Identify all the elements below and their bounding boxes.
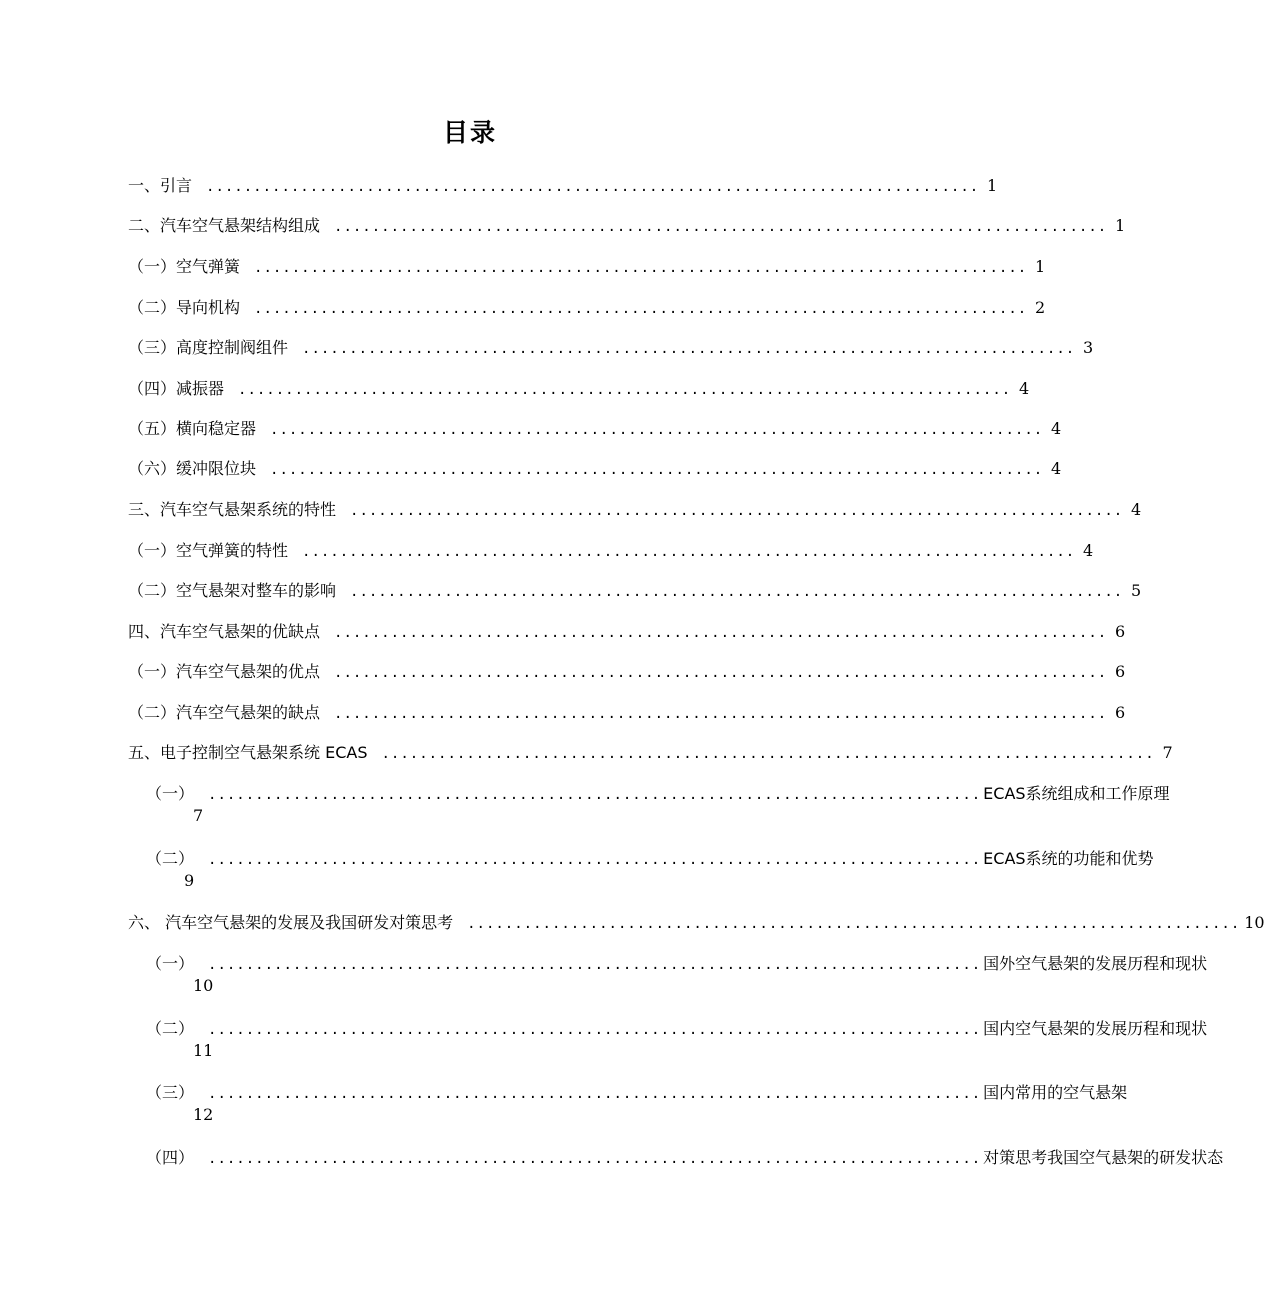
- toc-entry[interactable]: [128, 578, 1142, 604]
- leader-dots: ..................................................................................: [302, 341, 1076, 357]
- toc-entry[interactable]: [128, 497, 1142, 523]
- leader-dots: ..................................................................................: [254, 301, 1028, 317]
- toc-entry[interactable]: [128, 910, 1265, 936]
- toc-entry-label: （四）减振器: [128, 379, 225, 398]
- leader-dots: ..................................................................................: [238, 382, 1012, 398]
- toc-entry-prefix: （一）: [146, 784, 195, 803]
- toc-entry[interactable]: [128, 740, 1173, 766]
- toc-entry-label: （五）横向稳定器: [128, 419, 257, 438]
- toc-entry-label: （二）汽车空气悬架的缺点: [128, 703, 321, 722]
- toc-entry-label: 二、汽车空气悬架结构组成: [128, 216, 321, 235]
- toc-page-number: 1: [1034, 257, 1046, 276]
- toc-page-number: 1: [986, 176, 998, 195]
- toc-page-number: 3: [1082, 338, 1094, 357]
- leader-dots: ..................................................................................: [208, 957, 982, 973]
- toc-entry-label: 国内空气悬架的发展历程和现状: [983, 1019, 1208, 1038]
- leader-dots: ..................................................................................: [334, 625, 1108, 641]
- toc-entry-wrapped[interactable]: [146, 1145, 1224, 1171]
- leader-dots: ..................................................................................: [334, 706, 1108, 722]
- toc-page-number: 4: [1050, 419, 1062, 438]
- leader-dots: ..................................................................................: [350, 503, 1124, 519]
- page-title: 目录: [442, 118, 497, 147]
- toc-entry-label: 三、汽车空气悬架系统的特性: [128, 500, 337, 519]
- toc-entry[interactable]: [128, 619, 1126, 645]
- toc-entry-label: 六、 汽车空气悬架的发展及我国研发对策思考: [128, 913, 454, 932]
- toc-page-number: 4: [1082, 541, 1094, 560]
- toc-entry-label: （三）高度控制阀组件: [128, 338, 289, 357]
- toc-page-number: 1: [1114, 216, 1126, 235]
- leader-dots: ..................................................................................: [208, 1022, 982, 1038]
- toc-entry[interactable]: [128, 538, 1094, 564]
- toc-entry-label: ECAS系统的功能和优势: [983, 849, 1154, 868]
- leader-dots: ..................................................................................: [467, 916, 1241, 932]
- toc-entry[interactable]: [128, 416, 1062, 442]
- toc-entry[interactable]: [128, 254, 1046, 280]
- toc-page-number: 10: [193, 976, 214, 995]
- leader-dots: ..................................................................................: [381, 746, 1155, 762]
- toc-entry-label: （一）汽车空气悬架的优点: [128, 662, 321, 681]
- toc-entry-wrapped[interactable]: [146, 951, 1208, 977]
- toc-page-number: 12: [193, 1105, 214, 1124]
- toc-entry-label: （二）导向机构: [128, 298, 241, 317]
- toc-page-number: 6: [1114, 703, 1126, 722]
- leader-dots: ..................................................................................: [270, 462, 1044, 478]
- toc-entry-label: 国外空气悬架的发展历程和现状: [983, 954, 1208, 973]
- leader-dots: ..................................................................................: [334, 219, 1108, 235]
- toc-entry-label: ECAS系统组成和工作原理: [983, 784, 1170, 803]
- leader-dots: ..................................................................................: [208, 1151, 982, 1167]
- leader-dots: ..................................................................................: [270, 422, 1044, 438]
- toc-entry[interactable]: [128, 295, 1046, 321]
- toc-entry-label: 四、汽车空气悬架的优缺点: [128, 622, 321, 641]
- toc-entry-wrapped[interactable]: [146, 781, 1170, 807]
- toc-entry-label: 国内常用的空气悬架: [983, 1083, 1128, 1102]
- toc-entry[interactable]: [128, 335, 1094, 361]
- toc-entry[interactable]: [128, 700, 1126, 726]
- toc-entry-prefix: （二）: [146, 849, 195, 868]
- leader-dots: ..................................................................................: [208, 852, 982, 868]
- leader-dots: ..................................................................................: [208, 1086, 982, 1102]
- toc-page-number: 11: [193, 1041, 214, 1060]
- toc-entry-label: 五、电子控制空气悬架系统 ECAS: [128, 743, 368, 762]
- toc-entry-label: （一）空气弹簧的特性: [128, 541, 289, 560]
- toc-entry[interactable]: [128, 213, 1126, 239]
- toc-entry-wrapped[interactable]: [146, 846, 1154, 872]
- toc-page-number: 7: [1162, 743, 1173, 762]
- toc-page-number: 6: [1114, 662, 1126, 681]
- toc-entry-label: （二）空气悬架对整车的影响: [128, 581, 337, 600]
- leader-dots: ..................................................................................: [350, 584, 1124, 600]
- toc-page-number: 6: [1114, 622, 1126, 641]
- toc-entry-label: 一、引言: [128, 176, 193, 195]
- toc-entry-wrapped[interactable]: [146, 1080, 1128, 1106]
- toc-entry-label: 对策思考我国空气悬架的研发状态: [983, 1148, 1224, 1167]
- toc-entry-wrapped[interactable]: [146, 1016, 1208, 1042]
- toc-page-number: 9: [184, 871, 195, 890]
- toc-entry[interactable]: [128, 456, 1062, 482]
- leader-dots: ..................................................................................: [206, 179, 980, 195]
- toc-page-number: 4: [1050, 459, 1062, 478]
- toc-entry-prefix: （三）: [146, 1083, 195, 1102]
- toc-page-number: 10: [1244, 913, 1265, 932]
- toc-page-number: 7: [193, 806, 204, 825]
- leader-dots: ..................................................................................: [334, 665, 1108, 681]
- toc-entry-label: （六）缓冲限位块: [128, 459, 257, 478]
- toc-entry[interactable]: [128, 659, 1126, 685]
- toc-page-number: 2: [1034, 298, 1046, 317]
- toc-entry-prefix: （一）: [146, 954, 195, 973]
- toc-entry-prefix: （四）: [146, 1148, 195, 1167]
- leader-dots: ..................................................................................: [302, 544, 1076, 560]
- toc-entry[interactable]: [128, 173, 998, 199]
- toc-page-number: 5: [1130, 581, 1142, 600]
- toc-entry-label: （一）空气弹簧: [128, 257, 241, 276]
- toc-entry-prefix: （二）: [146, 1019, 195, 1038]
- toc-entry[interactable]: [128, 376, 1030, 402]
- toc-page-number: 4: [1130, 500, 1142, 519]
- leader-dots: ..................................................................................: [208, 787, 982, 803]
- toc-page-number: 4: [1018, 379, 1030, 398]
- leader-dots: ..................................................................................: [254, 260, 1028, 276]
